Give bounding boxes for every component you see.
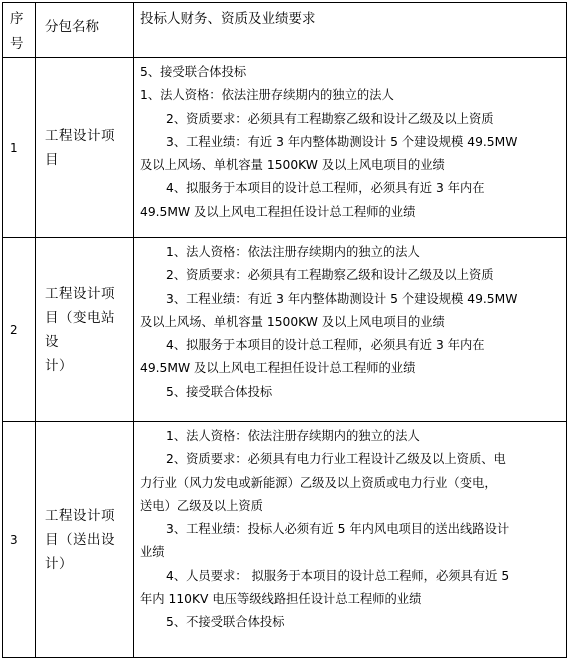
requirement-line: 力行业（风力发电或新能源）乙级及以上资质或电力行业（变电， (140, 475, 497, 490)
package-name-cell (36, 422, 134, 658)
row-number: 2 (3, 238, 36, 422)
requirement-line: 3、工程业绩：有近 3 年内整体勘测设计 5 个建设规模 49.5MW (166, 291, 518, 306)
requirements-cell (134, 58, 567, 238)
requirement-line: 2、资质要求：必须具有工程勘察乙级和设计乙级及以上资质 (166, 111, 494, 126)
requirement-line: 5、不接受联合体投标 (166, 615, 285, 630)
requirement-line: 4、人员要求： 拟服务于本项目的设计总工程师，必须具有近 5 (166, 568, 510, 583)
requirements-cell (134, 422, 567, 658)
requirement-line: 4、拟服务于本项目的设计总工程师，必须具有近 3 年内在 (166, 181, 485, 196)
header-seq-line: 序 (10, 11, 24, 27)
package-name-line: 目（变电站设 (45, 309, 115, 350)
requirements-table (2, 2, 567, 658)
package-name-cell (36, 238, 134, 422)
requirement-line: 49.5MW 及以上风电工程担任设计总工程师的业绩 (140, 361, 416, 376)
requirement-line: 5、接受联合体投标 (166, 384, 273, 399)
row-number: 1 (3, 58, 36, 238)
header-requirements: 投标人财务、资质及业绩要求 (134, 3, 567, 58)
package-name-line: 计） (45, 357, 73, 374)
requirement-line: 1、法人资格：依法注册存续期内的独立的法人 (166, 245, 420, 259)
package-name-line: 目 (45, 151, 59, 168)
header-seq (3, 3, 36, 58)
requirement-line: 2、资质要求：必须具有电力行业工程设计乙级及以上资质、电 (166, 452, 506, 467)
requirement-line: 及以上风场、单机容量 1500KW 及以上风电项目的业绩 (140, 314, 445, 329)
requirement-line: 4、拟服务于本项目的设计总工程师，必须具有近 3 年内在 (166, 338, 485, 353)
requirement-line: 及以上风场、单机容量 1500KW 及以上风电项目的业绩 (140, 158, 445, 173)
package-name-line: 目（送出设 (45, 531, 115, 548)
requirement-line: 3、工程业绩：投标人必须有近 5 年内风电项目的送出线路设计 (166, 522, 510, 537)
package-name-line: 工程设计项 (45, 507, 115, 524)
table-header-row (3, 3, 567, 58)
requirement-line: 3、工程业绩：有近 3 年内整体勘测设计 5 个建设规模 49.5MW (166, 134, 518, 149)
table-row (3, 238, 567, 422)
package-name-line: 工程设计项 (45, 127, 115, 144)
requirement-line: 2、资质要求：必须具有工程勘察乙级和设计乙级及以上资质 (166, 268, 494, 283)
requirement-line: 业绩 (140, 545, 165, 560)
requirement-line: 送电）乙级及以上资质 (140, 498, 263, 513)
package-name-line: 工程设计项 (45, 285, 115, 302)
table-row (3, 422, 567, 658)
requirement-line: 5、接受联合体投标 (140, 65, 247, 79)
requirement-line: 1、法人资格：依法注册存续期内的独立的法人 (140, 88, 394, 103)
header-seq-line: 号 (10, 36, 24, 52)
requirements-cell (134, 238, 567, 422)
requirement-line: 年内 110KV 电压等级线路担任设计总工程师的业绩 (140, 592, 422, 607)
row-number: 3 (3, 422, 36, 658)
requirement-line: 49.5MW 及以上风电工程担任设计总工程师的业绩 (140, 204, 416, 219)
table-row (3, 58, 567, 238)
package-name-line: 计） (45, 555, 73, 572)
package-name-cell (36, 58, 134, 238)
requirement-line: 1、法人资格：依法注册存续期内的独立的法人 (166, 429, 420, 443)
header-package-name: 分包名称 (36, 3, 134, 58)
